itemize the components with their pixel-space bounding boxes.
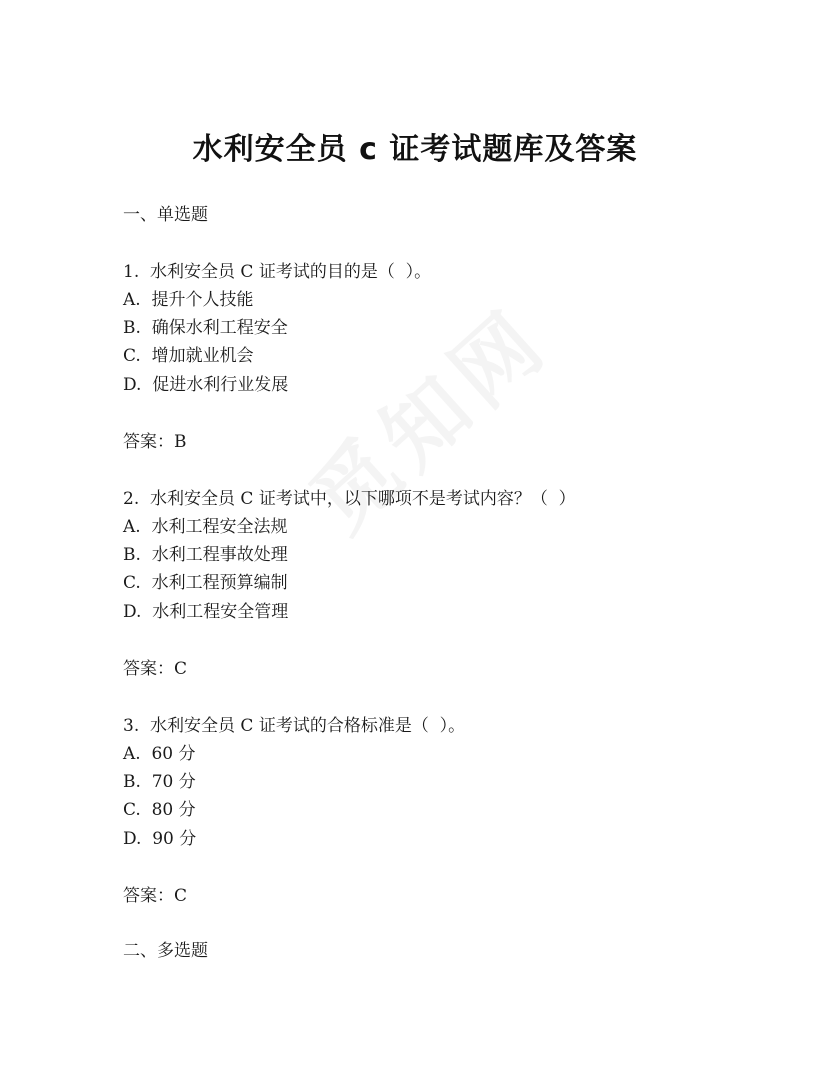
question-3-answer: 答案：C: [123, 886, 188, 906]
question-1-answer: 答案：B: [123, 432, 187, 452]
question-3-option-b: B. 70 分: [123, 772, 196, 792]
watermark: [271, 268, 589, 571]
document-title: 水利安全员 c 证考试题库及答案: [192, 132, 638, 167]
section-heading-single-choice: 一、单选题: [123, 205, 208, 225]
question-1-option-a: A. 提升个人技能: [123, 290, 254, 310]
question-2-option-a: A. 水利工程安全法规: [123, 517, 288, 537]
question-3-option-a: A. 60 分: [123, 744, 196, 764]
question-1-option-d: D. 促进水利行业发展: [123, 375, 289, 395]
section-heading-multiple-choice: 二、多选题: [123, 941, 208, 961]
question-1-option-c: C. 增加就业机会: [123, 346, 254, 366]
question-2-answer: 答案：C: [123, 659, 188, 679]
question-2-option-b: B. 水利工程事故处理: [123, 545, 288, 565]
question-2-option-c: C. 水利工程预算编制: [123, 573, 288, 593]
question-3-option-c: C. 80 分: [123, 800, 196, 820]
question-3-stem: 3. 水利安全员 C 证考试的合格标准是（ ）。: [123, 716, 466, 736]
question-2-option-d: D. 水利工程安全管理: [123, 602, 289, 622]
question-3-option-d: D. 90 分: [123, 829, 197, 849]
question-1-option-b: B. 确保水利工程安全: [123, 318, 288, 338]
question-2-stem: 2. 水利安全员 C 证考试中，以下哪项不是考试内容？（ ）: [123, 489, 576, 509]
question-1-stem: 1. 水利安全员 C 证考试的目的是（ ）。: [123, 262, 432, 282]
